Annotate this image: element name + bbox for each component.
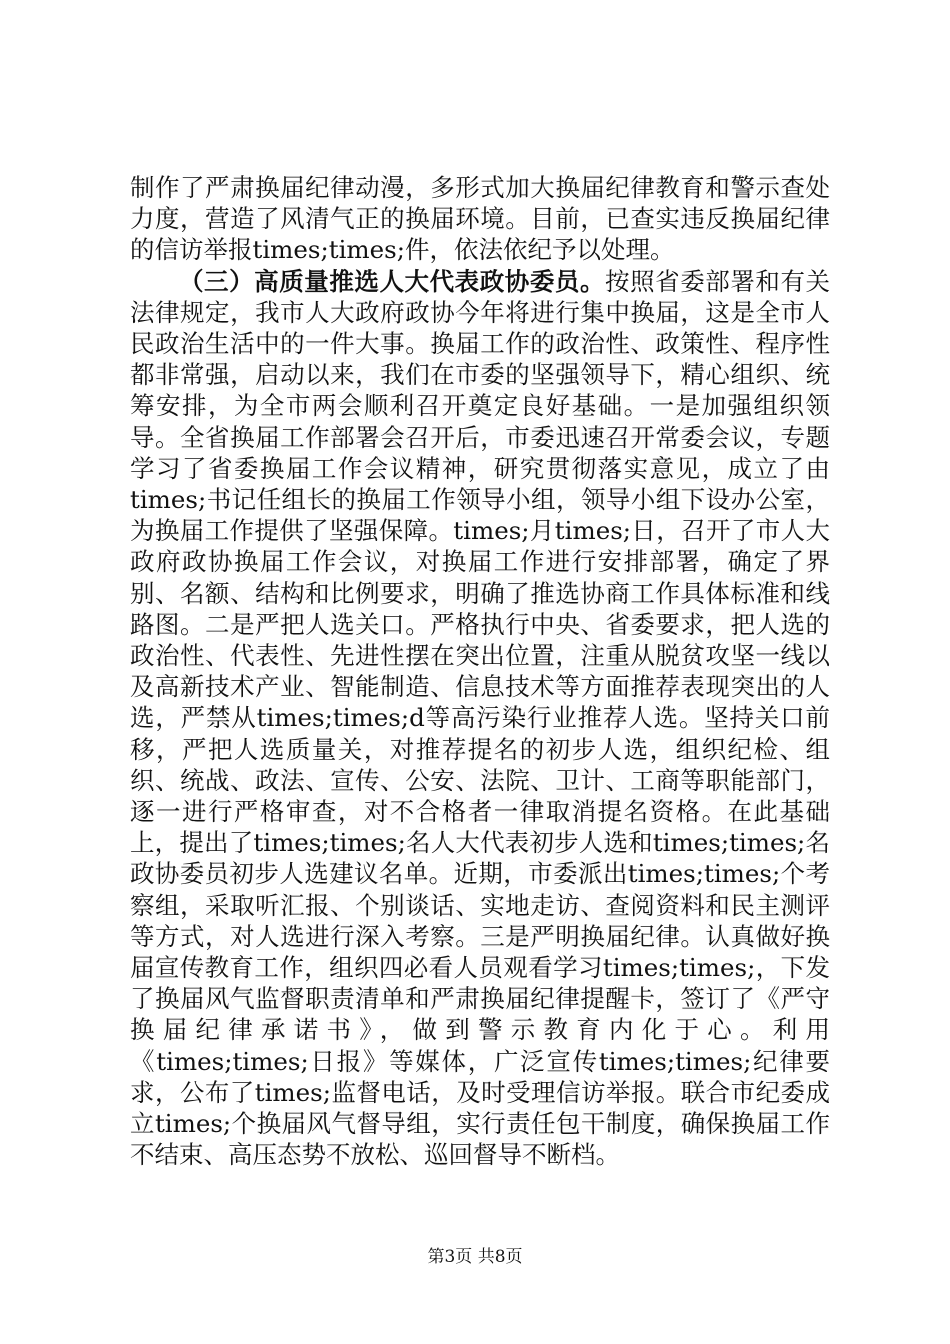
section-heading: （三）高质量推选人大代表政协委员。 bbox=[179, 266, 606, 296]
paragraph-continued: 制作了严肃换届纪律动漫，多形式加大换届纪律教育和警示查处力度，营造了风清气正的换届环境。目前，已查实违反换届纪律的信访举报times;times;件，依法依纪予以处理。 bbox=[130, 173, 830, 265]
section-body: 按照省委部署和有关法律规定，我市人大政府政协今年将进行集中换届，这是全市人民政治生活中的一件大事。换届工作的政治性、政策性、程序性都非常强，启动以来，我们在市委的坚强领导下，精心组织、统筹安排，为全市两会顺利召开奠定良好基础。一是加强组织领导。全省换届工作部署会召开后，市委迅速召开常委会议，专题学习了省委换届工作会议精神，研究贯彻落实意见，成立了由times;书记任组长的换届工作领导小组，领导小组下设办公室，为换届工作提供了坚强保障。times;月times;日，召开了市人大政府政协换届工作会议，对换届工作进行安排部署，确定了界别、名额、结构和比例要求，明确了推选协商工作具体标准和线路图。二是严把人选关口。严格执行中央、省委要求，把人选的政治性、代表性、先进性摆在突出位置，注重从脱贫攻坚一线以及高新技术产业、智能制造、信息技术等方面推荐表现突出的人选，严禁从times;times;d等高污染行业推荐人选。坚持关口前移，严把人选质量关，对推荐提名的初步人选，组织纪检、组织、统战、政法、宣传、公安、法院、卫计、工商等职能部门，逐一进行严格审查，对不合格者一律取消提名资格。在此基础上，提出了times;times;名人大代表初步人选和times;times;名政协委员初步人选建议名单。近期，市委派出times;times;个考察组，采取听汇报、个别谈话、实地走访、查阅资料和民主测评等方式，对人选进行深入考察。三是严明换届纪律。认真做好换届宣传教育工作，组织四必看人员观看学习times;times;，下发了换届风气监督职责清单和严肃换届纪律提醒卡，签订了《严守换届纪律承诺书》，做到警示教育内化于心。利用《times;times;日报》等媒体，广泛宣传times;times;纪律要求，公布了times;监督电话，及时受理信访举报。联合市纪委成立times;个换届风气督导组，实行责任包干制度，确保换届工作不结束、高压态势不放松、巡回督导不断档。 bbox=[130, 266, 831, 1170]
page-number-footer: 第3页 共8页 bbox=[427, 1247, 523, 1267]
paragraph-section-three bbox=[130, 266, 830, 1171]
document-body bbox=[130, 172, 830, 1171]
